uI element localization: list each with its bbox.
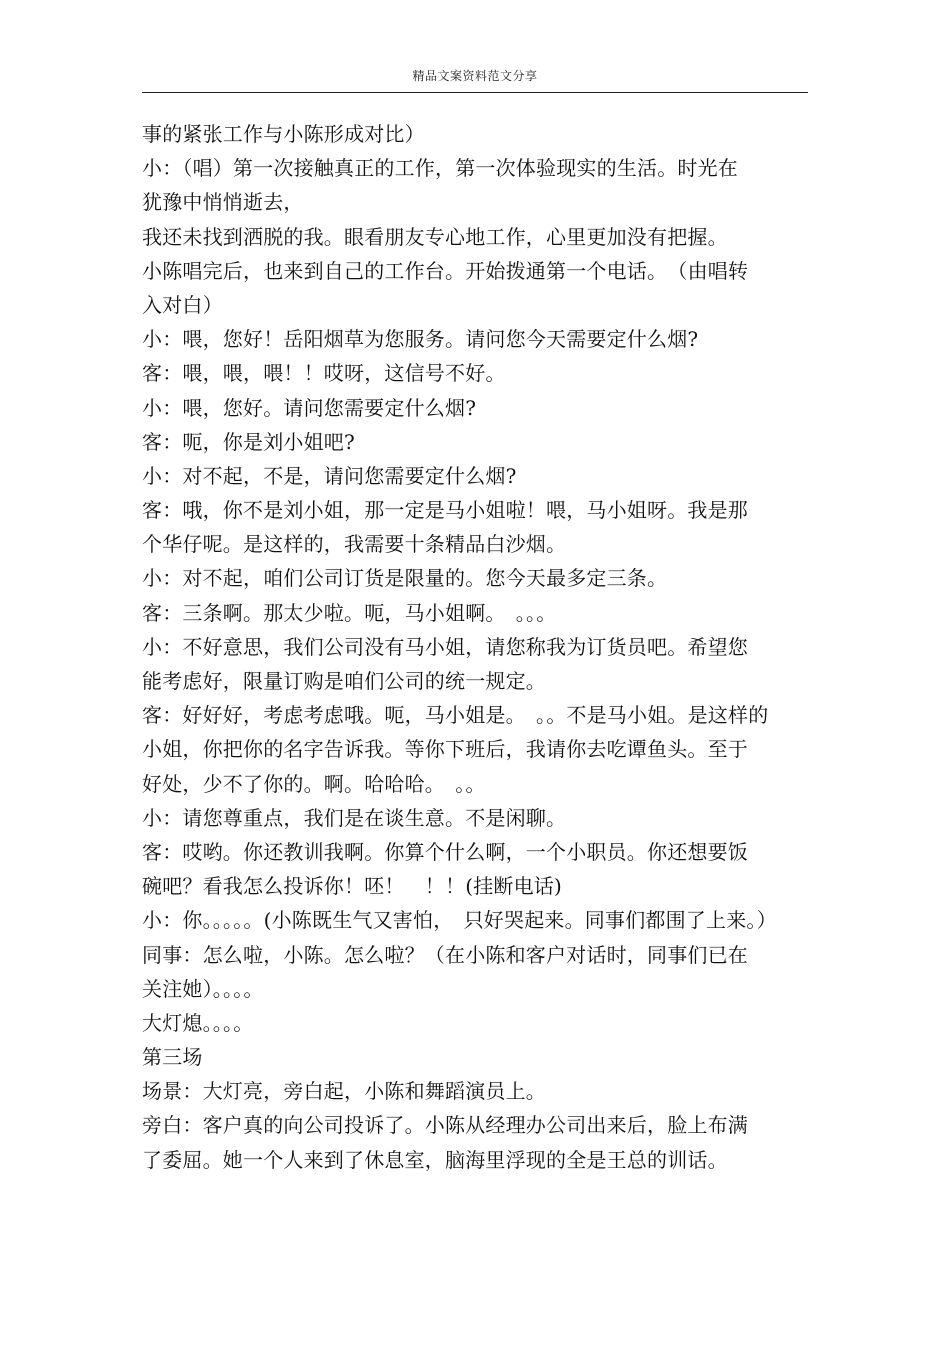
header-title: 精品文案资料范文分享 [412,69,538,83]
text-line: 犹豫中悄悄逝去， [142,190,304,215]
text-line: 能考虑好，限量订购是咱们公司的统一规定。 [142,669,546,693]
page-header [142,64,808,93]
text-line: 客：哎哟。你还教训我啊。你算个什么啊，一个小职员。你还想要饭 [142,839,748,864]
text-line: 同事：怎么啦，小陈。怎么啦？（在小陈和客户对话时，同事们已在 [142,942,748,967]
text-line: 小：对不起，不是，请问您需要定什么烟? [142,463,517,488]
text-line: 小：喂，您好。请问您需要定什么烟? [142,395,477,420]
text-line: 客：好好好，考虑考虑哦。呃，马小姐是。 。。不是马小姐。是这样的 [142,703,769,728]
text-line: 客：哦，你不是刘小姐，那一定是马小姐啦！喂，马小姐呀。我是那 [142,498,748,523]
text-line: 事的紧张工作与小陈形成对比） [142,122,425,146]
text-line: 碗吧？看我怎么投诉你！呸！ ！！(挂断电话) [142,874,563,899]
text-line: 大灯熄。。。。 [142,1010,254,1035]
text-line: 入对白） [142,292,223,317]
text-line: 小：（唱）第一次接触真正的工作，第一次体验现实的生活。时光在 [142,156,738,181]
document-body [142,117,822,1177]
text-line: 小：对不起，咱们公司订货是限量的。您今天最多定三条。 [142,566,668,591]
text-line: 客：呃，你是刘小姐吧? [142,429,355,454]
text-line: 了委屈。她一个人来到了休息室，脑海里浮现的全是王总的训话。 [142,1147,728,1172]
text-line: 我还未找到洒脱的我。眼看朋友专心地工作，心里更加没有把握。 [142,224,728,249]
text-line: 关注她）。。。。 [142,976,264,1001]
text-line: 小：不好意思，我们公司没有马小姐，请您称我为订货员吧。希望您 [142,634,748,659]
text-line: 小：请您尊重点，我们是在谈生意。不是闲聊。 [142,805,567,830]
text-line: 客：三条啊。那太少啦。呃，马小姐啊。 。。。 [142,600,557,625]
text-line: 小陈唱完后，也来到自己的工作台。开始拨通第一个电话。 （由唱转 [142,258,749,283]
text-line: 小：你。。。。。(小陈既生气又害怕， 只好哭起来。同事们都围了上来。） [142,908,777,933]
text-line: 小：喂，您好！岳阳烟草为您服务。请问您今天需要定什么烟? [142,327,699,352]
text-line: 个华仔呢。是这样的，我需要十条精品白沙烟。 [142,532,567,557]
text-line: 小姐，你把你的名字告诉我。等你下班后，我请你去吃谭鱼头。至于 [142,737,748,762]
scene-heading: 第三场 [142,1045,203,1070]
text-line: 客：喂，喂，喂！！哎呀，这信号不好。 [142,361,506,386]
text-line: 场景：大灯亮，旁白起，小陈和舞蹈演员上。 [142,1079,546,1104]
text-line: 好处，少不了你的。啊。哈哈哈。 。。 [142,771,486,796]
text-line: 旁白：客户真的向公司投诉了。小陈从经理办公司出来后，脸上布满 [142,1113,748,1138]
